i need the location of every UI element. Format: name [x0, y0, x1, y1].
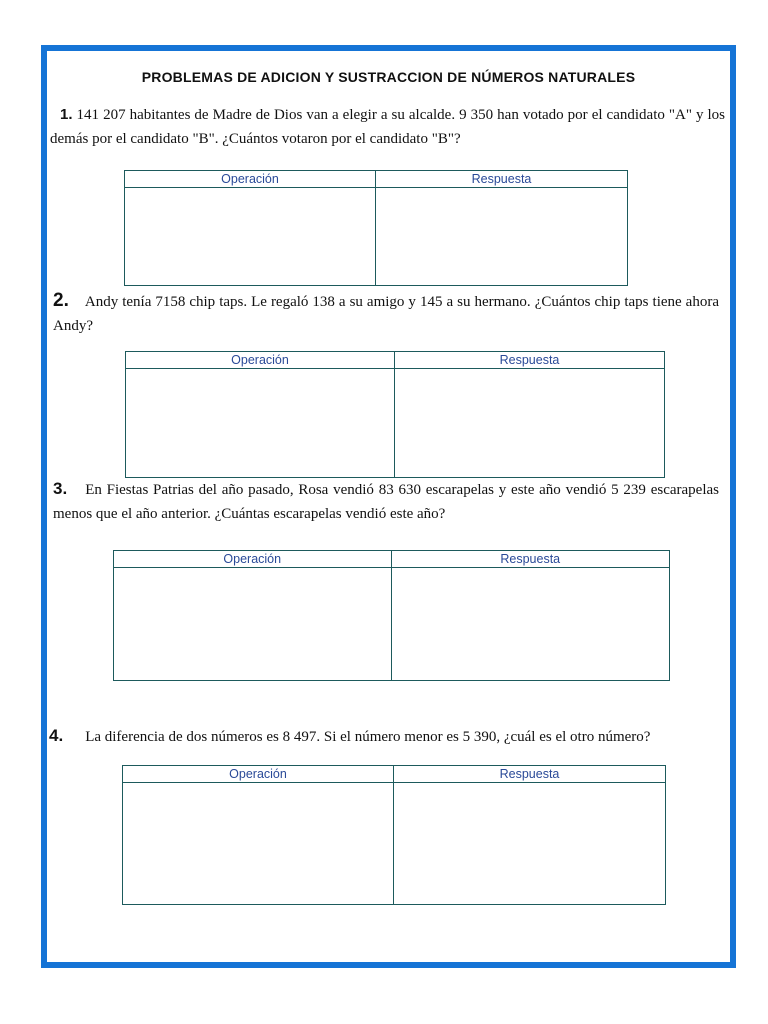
operation-cell[interactable] [126, 369, 395, 477]
answer-cell[interactable] [392, 568, 670, 680]
problem-text: La diferencia de dos números es 8 497. Si el número menor es 5 390, ¿cuál es el otro número? [85, 729, 651, 745]
answer-table-4 [122, 765, 666, 905]
answer-cell[interactable] [395, 369, 664, 477]
problem-number: 4. [49, 726, 64, 745]
operation-header: Operación [125, 171, 376, 188]
problem-2 [53, 289, 719, 338]
operation-cell[interactable] [125, 188, 376, 285]
problem-3 [53, 477, 719, 526]
operation-cell[interactable] [114, 568, 392, 680]
answer-header: Respuesta [394, 766, 665, 783]
worksheet-frame [41, 45, 736, 968]
answer-table-3 [113, 550, 670, 681]
answer-header: Respuesta [376, 171, 627, 188]
problem-number: 1. [60, 106, 73, 123]
answer-table-2 [125, 351, 665, 478]
problem-text: Andy tenía 7158 chip taps. Le regaló 138 a su amigo y 145 a su hermano. ¿Cuántos chip taps tiene ahora Andy? [53, 294, 719, 334]
answer-table-1 [124, 170, 628, 286]
problem-4 [49, 724, 719, 749]
worksheet-title: PROBLEMAS DE ADICION Y SUSTRACCION DE NÚMEROS NATURALES [141, 69, 636, 85]
problem-number: 3. [53, 479, 68, 498]
operation-header: Operación [123, 766, 394, 783]
answer-header: Respuesta [392, 551, 670, 568]
answer-cell[interactable] [376, 188, 627, 285]
operation-header: Operación [126, 352, 395, 369]
problem-text: En Fiestas Patrias del año pasado, Rosa vendió 83 630 escarapelas y este año vendió 5 239 escarapelas menos que el año anterior. ¿Cuántas escarapelas vendió este año? [53, 482, 719, 522]
problem-1 [50, 103, 725, 151]
answer-header: Respuesta [395, 352, 664, 369]
problem-number: 2. [53, 290, 69, 311]
operation-cell[interactable] [123, 783, 394, 904]
answer-cell[interactable] [394, 783, 665, 904]
operation-header: Operación [114, 551, 392, 568]
problem-text: 141 207 habitantes de Madre de Dios van a elegir a su alcalde. 9 350 han votado por el candidato "A" y los demás por el candidato "B". ¿Cuántos votaron por el candidato "B"? [50, 107, 726, 147]
